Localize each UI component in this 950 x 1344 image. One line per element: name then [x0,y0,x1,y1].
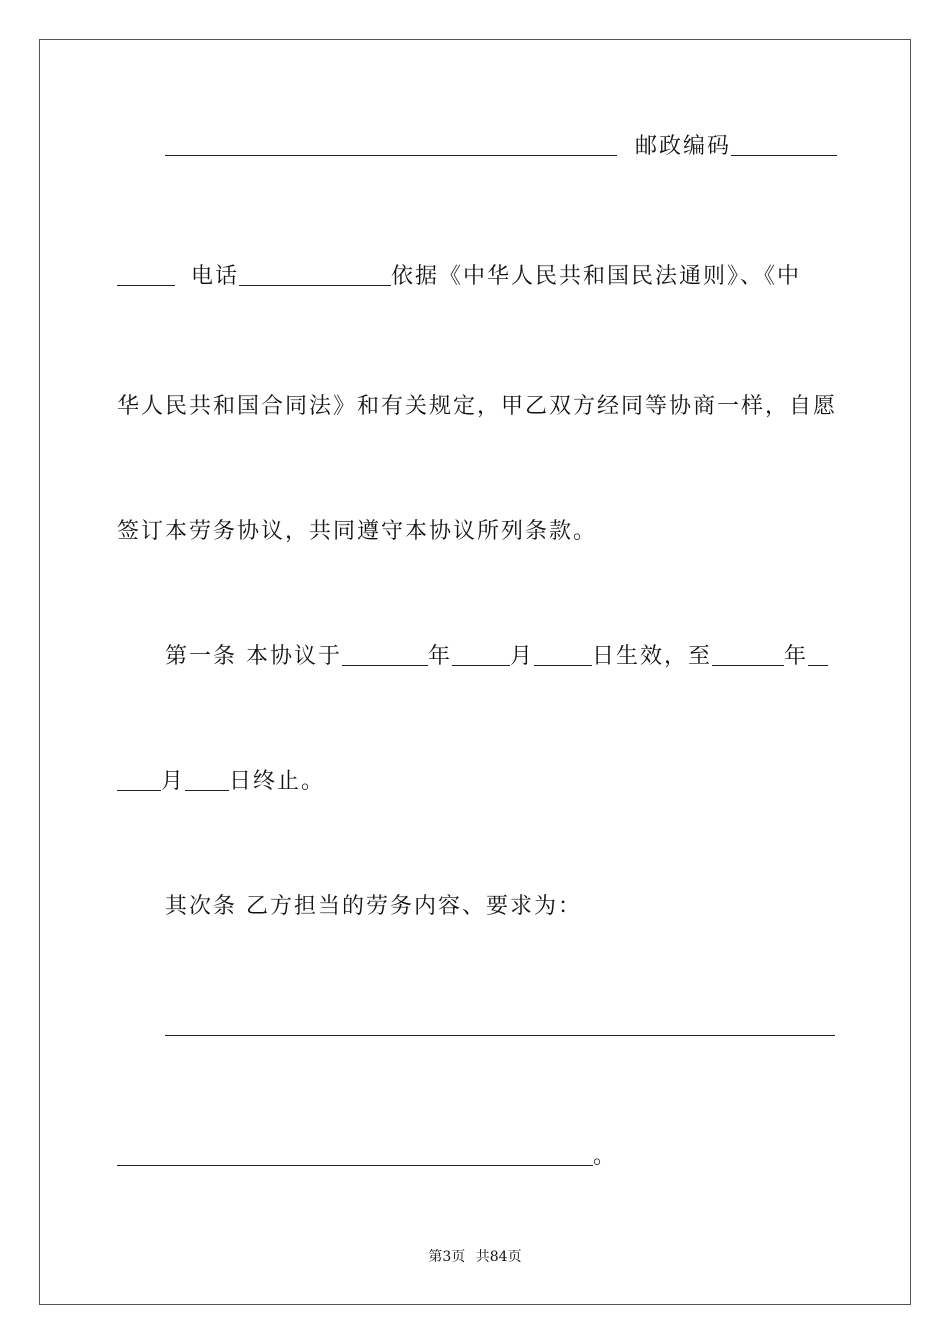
doc-line-5 [165,630,837,670]
text-segment: 年 [784,644,809,669]
doc-line-2 [117,250,837,290]
text-segment: 日生效，至 [592,644,713,669]
doc-line-4 [117,505,837,545]
text-segment: 依据《中华人民共和国民法通则》、《中 [391,264,802,289]
blank-field[interactable] [342,639,428,666]
text-segment: 邮政编码 [634,134,731,159]
text-segment: 日终止。 [229,769,326,794]
text-segment: 其次条 乙方担当的劳务内容、要求为： [165,894,582,919]
text-segment: 签订本劳务协议，共同遵守本协议所列条款。 [117,519,598,544]
text-segment: 。 [593,1144,618,1169]
blank-field[interactable] [165,129,617,156]
text-segment: 电话 [191,264,240,289]
text-segment: 月 [161,769,186,794]
blank-field[interactable] [117,764,161,791]
doc-line-3 [117,380,837,420]
page-border [39,39,911,1305]
blank-field[interactable] [452,639,510,666]
doc-line-1 [165,120,837,160]
blank-field[interactable] [117,259,175,286]
blank-field[interactable] [117,1139,593,1166]
blank-field[interactable] [534,639,592,666]
blank-field[interactable] [808,639,828,666]
text-segment: 年 [428,644,453,669]
text-segment: 华人民共和国合同法》和有关规定，甲乙双方经同等协商一样，自愿 [117,394,838,419]
doc-line-9 [117,1130,837,1170]
blank-field[interactable] [165,1009,835,1036]
blank-field[interactable] [731,129,837,156]
blank-field[interactable] [185,764,229,791]
doc-line-7 [165,880,837,920]
page-footer [0,1246,950,1266]
blank-field[interactable] [712,639,784,666]
text-segment: 月 [510,644,535,669]
doc-line-6 [117,755,837,795]
doc-line-8 [165,1000,837,1040]
text-segment: 第一条 本协议于 [165,644,342,669]
page-total: 共84页 [475,1249,522,1265]
page-number: 第3页 [428,1249,466,1265]
blank-field[interactable] [239,259,391,286]
